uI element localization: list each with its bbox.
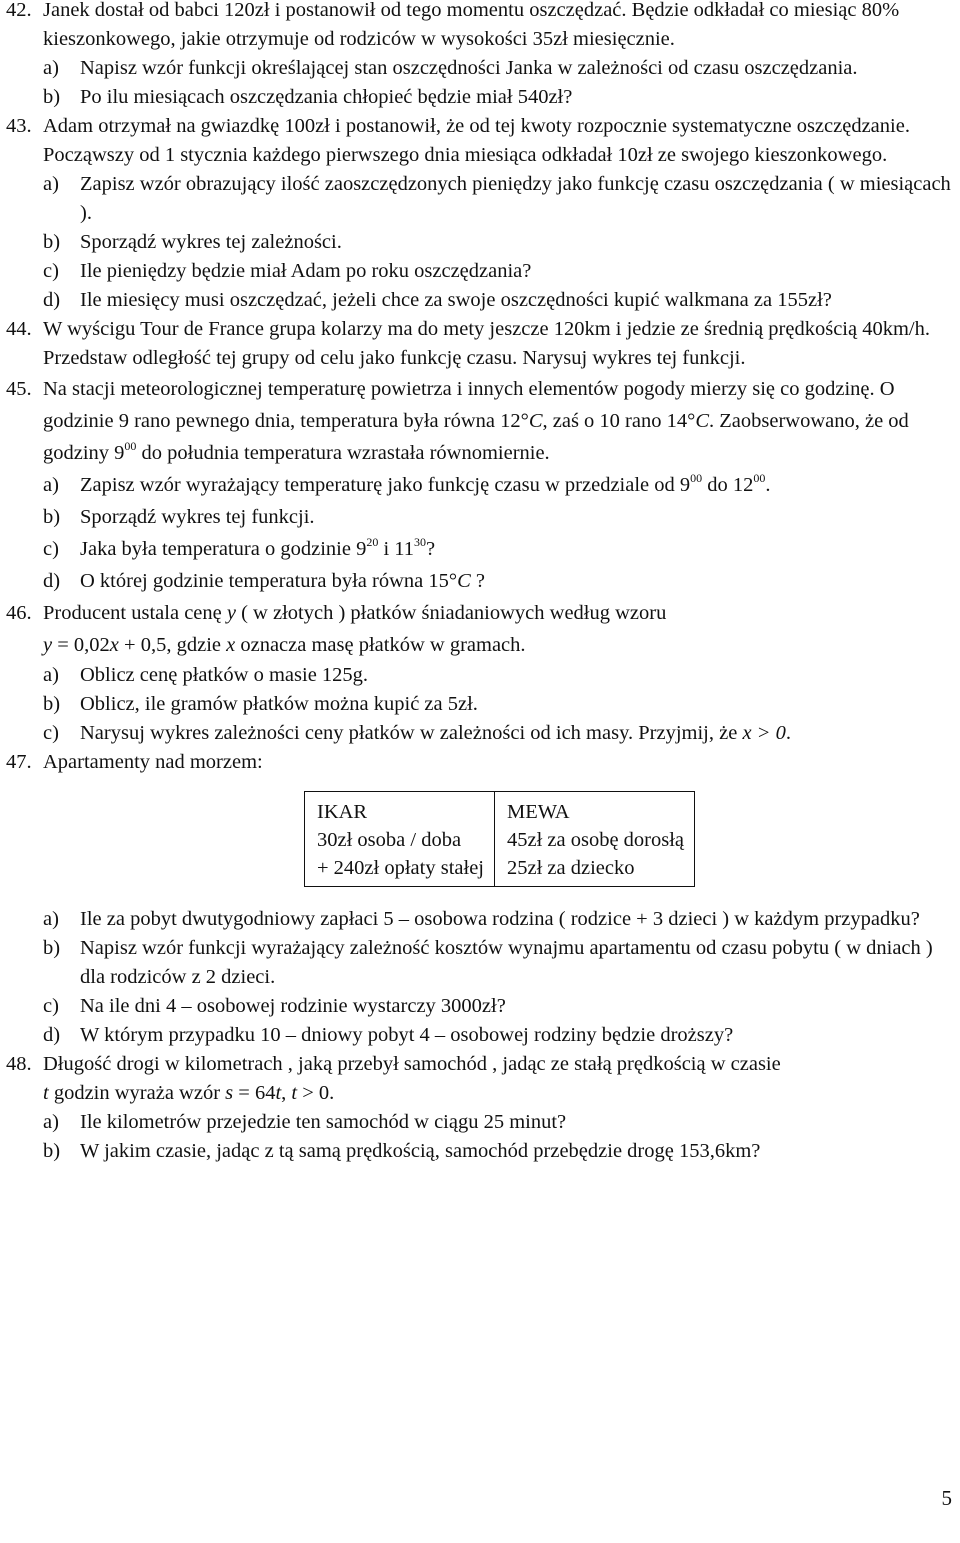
subquestion-a: a) Oblicz cenę płatków o masie 125g. <box>43 664 369 686</box>
subquestion-c: c) Jaka była temperatura o godzinie $9^{20}$ i $11^{30}$? <box>43 535 436 560</box>
ikar-name: IKAR <box>317 801 368 823</box>
subquestion-a: a) Napisz wzór funkcji określającej stan oszczędności Janka w zależności od czasu oszczędzania. <box>43 57 858 79</box>
problem-text: Adam otrzymał na gwiazdkę 100zł i postanowił, że od tej kwoty rozpocznie systematyczne oszczędzanie. Począwszy od 1 stycznia każdego pierwszego dnia miesiąca odkładał 10zł ze swojego kieszonkowego. <box>43 115 910 166</box>
problem-46 <box>6 597 958 748</box>
subquestion-b: b) Sporządź wykres tej funkcji. <box>43 506 315 528</box>
problem-45 <box>6 373 958 597</box>
subquestion-d: d) Ile miesięcy musi oszczędzać, jeżeli chce za swoje oszczędności kupić walkmana za 155zł? <box>43 289 832 311</box>
mewa-cell <box>494 792 694 887</box>
ikar-cell <box>305 792 495 887</box>
subquestion-b: b) Napisz wzór funkcji wyrażający zależność kosztów wynajmu apartamentu od czasu pobytu ( w dniach ) dla rodziców z 2 dzieci. <box>43 937 933 988</box>
price-formula: y = 0,02x + 0,5 <box>43 634 167 656</box>
subquestion-c: c) Ile pieniędzy będzie miał Adam po roku oszczędzania? <box>43 260 532 282</box>
subquestion-d: d) W którym przypadku 10 – dniowy pobyt 4 – osobowej rodziny będzie droższy? <box>43 1024 734 1046</box>
problem-text: Apartamenty nad morzem: <box>43 751 263 773</box>
problem-number: 46. <box>6 602 32 624</box>
problem-44 <box>6 315 958 373</box>
problem-list <box>6 0 958 1166</box>
problem-47 <box>6 748 958 1050</box>
problem-number: 42. <box>6 0 32 21</box>
subquestion-c: c) Na ile dni 4 – osobowej rodzinie wystarczy 3000zł? <box>43 995 506 1017</box>
mewa-name: MEWA <box>506 801 570 823</box>
problem-text: W wyścigu Tour de France grupa kolarzy ma do mety jeszcze 120km i jedzie ze średnią prędkością 40km/h. Przedstaw odległość tej grupy od celu jako funkcję czasu. Narysuj wykres tej funkcji. <box>43 318 930 369</box>
problem-42 <box>6 0 958 112</box>
page-number: 5 <box>941 1486 952 1510</box>
subquestion-b: b) Oblicz, ile gramów płatków można kupić za 5zł. <box>43 693 478 715</box>
problem-48 <box>6 1050 958 1166</box>
problem-number: 47. <box>6 751 32 773</box>
subquestion-d: d) O której godzinie temperatura była równa 15°C ? <box>43 570 485 592</box>
subquestion-a: a) Zapisz wzór obrazujący ilość zaoszczędzonych pieniędzy jako funkcję czasu oszczędzania ( w miesiącach ). <box>43 173 951 224</box>
problem-number: 48. <box>6 1053 32 1075</box>
mewa-adult-rate: 45zł za osobę dorosłą <box>506 829 685 851</box>
problem-number: 45. <box>6 378 32 400</box>
subquestion-b: b) W jakim czasie, jadąc z tą samą prędkością, samochód przebędzie drogę 153,6km? <box>43 1140 761 1162</box>
subquestion-a: a) Ile za pobyt dwutygodniowy zapłaci 5 – osobowa rodzina ( rodzice + 3 dzieci ) w każdym przypadku? <box>43 908 920 930</box>
subquestion-b: b) Sporządź wykres tej zależności. <box>43 231 342 253</box>
problem-number: 44. <box>6 318 32 340</box>
subquestion-b: b) Po ilu miesiącach oszczędzania chłopieć będzie miał 540zł? <box>43 86 573 108</box>
ikar-fee: + 240zł opłaty stałej <box>317 857 484 879</box>
subquestion-a: a) Ile kilometrów przejedzie ten samochód w ciągu 25 minut? <box>43 1111 567 1133</box>
problem-number: 43. <box>6 115 32 137</box>
problem-43 <box>6 112 958 315</box>
problem-text: Na stacji meteorologicznej temperaturę powietrza i innych elementów pogody mierzy się co godzinę. O godzinie 9 rano pewnego dnia, temperatura była równa 12°C, zaś o 10 rano 14°C. Zaobserwowano, że od godziny $9^{00}$ do południa temperatura wzrastała równomiernie. <box>43 378 909 464</box>
subquestion-c: c) Narysuj wykres zależności ceny płatków w zależności od ich masy. Przyjmij, że x > 0. <box>43 722 791 744</box>
problem-text: Długość drogi w kilometrach , jaką przebył samochód , jadąc ze stałą prędkością w czasie t godzin wyraża wzór s = 64t, t > 0. <box>43 1053 781 1104</box>
problem-text: Producent ustala cenę y ( w złotych ) płatków śniadaniowych według wzoru y = 0,02x + 0,5, gdzie x oznacza masę płatków w gramach. <box>43 602 667 656</box>
apartment-price-table <box>304 791 695 887</box>
ikar-rate: 30zł osoba / doba <box>317 829 462 851</box>
subquestion-a: a) Zapisz wzór wyrażający temperaturę jako funkcję czasu w przedziale od $9^{00}$ do $12^{00}$. <box>43 471 771 496</box>
problem-text: Janek dostał od babci 120zł i postanowił od tego momentu oszczędzać. Będzie odkładał co miesiąc 80% kieszonkowego, jakie otrzymuje od rodziców w wysokości 35zł miesięcznie. <box>43 0 900 50</box>
mewa-child-rate: 25zł za dziecko <box>506 857 635 879</box>
distance-formula: s = 64t, t > 0 <box>225 1082 330 1104</box>
